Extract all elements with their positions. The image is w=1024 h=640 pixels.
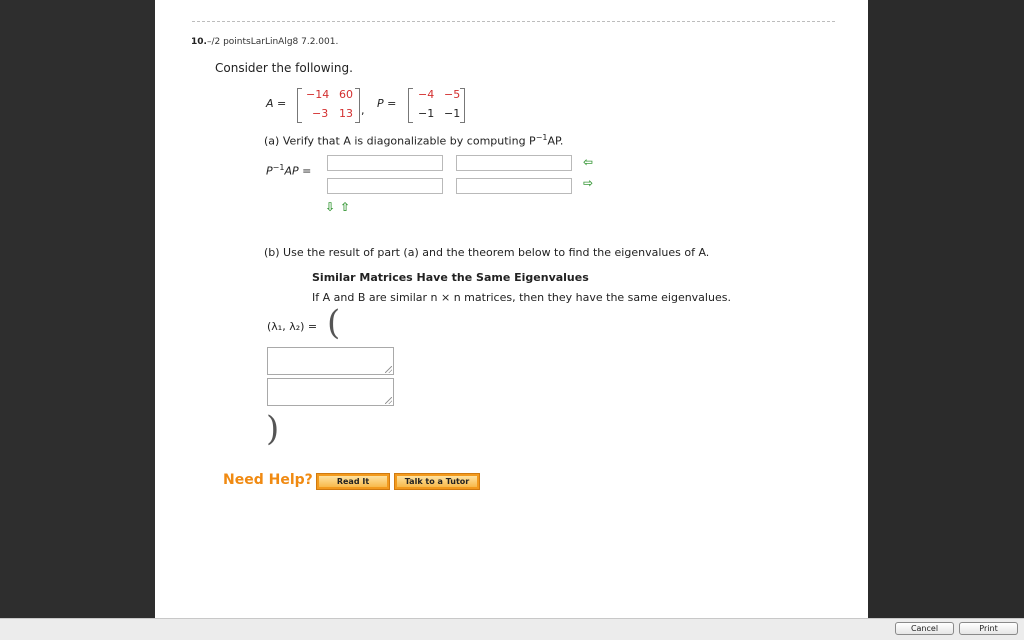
matrix-p-entry: −4 — [418, 88, 435, 101]
close-paren-icon: ) — [266, 409, 280, 449]
matrix-p-right-bracket — [460, 88, 465, 123]
add-row-arrow-icon[interactable]: ⇩ — [325, 200, 336, 214]
talk-to-tutor-button[interactable]: Talk to a Tutor — [394, 473, 480, 490]
theorem-text: If A and B are similar n × n matrices, then they have the same eigenvalues. — [312, 291, 731, 304]
right-margin — [868, 0, 1024, 618]
remove-column-arrow-icon[interactable]: ⇦ — [583, 155, 594, 169]
matrix-a-right-bracket — [355, 88, 360, 123]
theorem-title: Similar Matrices Have the Same Eigenvalues — [312, 271, 589, 284]
question-source: LarLinAlg8 7.2.001. — [250, 37, 339, 47]
eigenvalue-1-textarea[interactable] — [267, 347, 394, 375]
question-number: 10. — [191, 37, 207, 47]
matrix-a-left-bracket — [297, 88, 302, 123]
cancel-button[interactable]: Cancel — [895, 622, 954, 635]
resize-grip-icon[interactable] — [385, 366, 392, 373]
print-button[interactable]: Print — [959, 622, 1018, 635]
matrix-cell-input-r2c2[interactable] — [456, 178, 572, 194]
part-a-prompt: (a) Verify that A is diagonalizable by computing $P^{-1}AP$. — [264, 133, 564, 148]
question-points: –/2 points — [206, 37, 251, 47]
matrix-cell-input-r1c2[interactable] — [456, 155, 572, 171]
question-header — [191, 37, 338, 47]
matrix-p-entry: −1 — [418, 107, 435, 120]
matrix-p-left-bracket — [408, 88, 413, 123]
part-a-answer-label: $P^{-1}AP$ = — [266, 163, 312, 178]
bottom-toolbar — [0, 618, 1024, 640]
eigenvalue-pair-label: (λ₁, λ₂) = — [267, 320, 318, 333]
matrix-cell-input-r2c1[interactable] — [327, 178, 443, 194]
intro-text: Consider the following. — [215, 61, 353, 75]
eigenvalue-2-textarea[interactable] — [267, 378, 394, 406]
add-column-arrow-icon[interactable]: ⇨ — [583, 176, 594, 190]
matrix-a-entry: 13 — [339, 107, 353, 120]
matrix-cell-input-r1c1[interactable] — [327, 155, 443, 171]
need-help-label: Need Help? — [223, 472, 313, 488]
read-it-button[interactable]: Read It — [316, 473, 390, 490]
matrix-a-entry: −14 — [306, 88, 330, 101]
part-b-prompt: (b) Use the result of part (a) and the theorem below to find the eigenvalues of A. — [264, 246, 710, 259]
matrix-p-entry: −1 — [444, 107, 461, 120]
question-divider — [192, 21, 835, 22]
document-page — [155, 0, 868, 618]
matrix-a-entry: 60 — [339, 88, 353, 101]
matrix-a-entry: −3 — [312, 107, 329, 120]
open-paren-icon: ( — [327, 303, 341, 343]
matrix-p-label: P = — [377, 97, 397, 110]
matrix-separator: , — [361, 104, 365, 117]
remove-row-arrow-icon[interactable]: ⇧ — [340, 200, 351, 214]
matrix-a-label: A = — [266, 97, 287, 110]
resize-grip-icon[interactable] — [385, 397, 392, 404]
matrix-p-entry: −5 — [444, 88, 461, 101]
